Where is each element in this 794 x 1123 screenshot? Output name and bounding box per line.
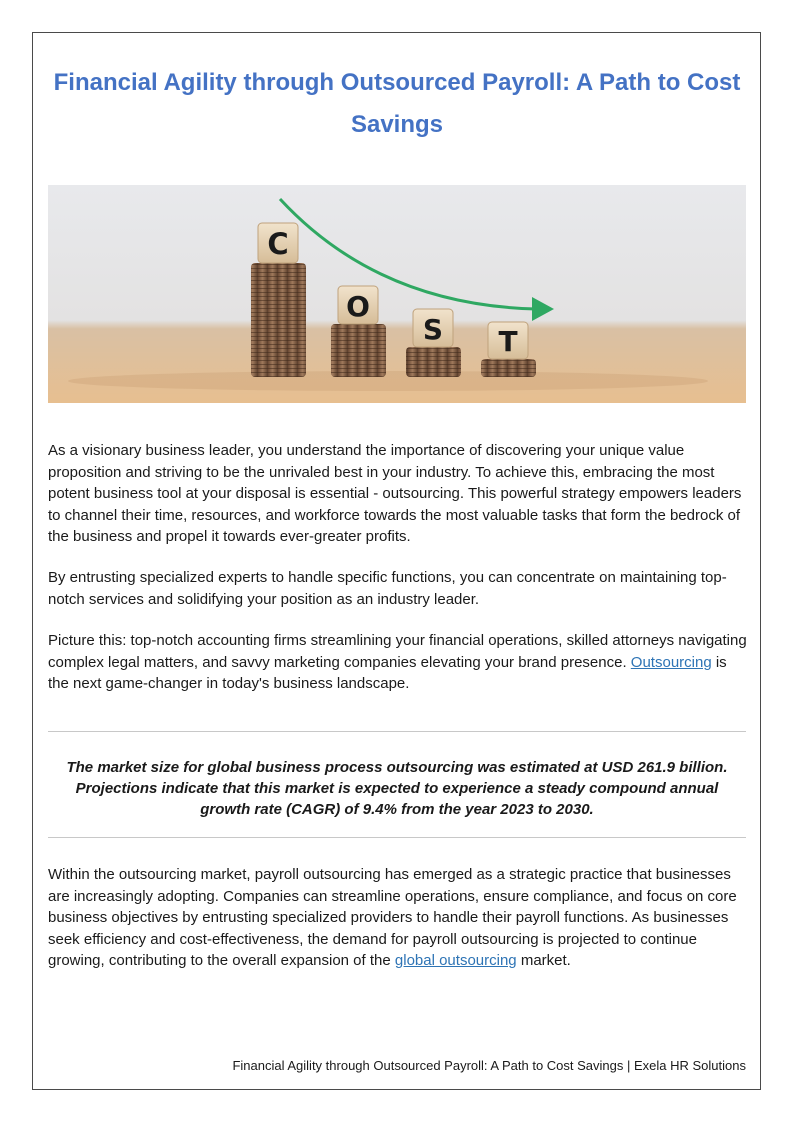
intro-paragraph: As a visionary business leader, you understand the importance of discovering your unique value proposition and striving to be the unrivaled best in your industry. To achieve this, embracing the most potent business tool at your disposal is essential - outsourcing. This powerful strategy empowers leaders to channel their time, resources, and workforce towards the most valuable tasks that form the bedrock of the business and propel it towards ever-greater profits. [48,442,742,545]
stat-divider-bottom [48,837,746,838]
cube-letter-t: T [498,325,518,358]
picture-this-paragraph [48,630,748,695]
cube-letter-c: C [267,227,289,261]
outsourcing-link[interactable]: Outsourcing [630,653,712,671]
cost-hero-image [48,185,746,403]
payroll-outsourcing-paragraph [48,864,748,972]
coin-stack-o [331,324,386,377]
cube-letter-o: O [346,290,370,323]
picture-this-text-end: is the next game-changer in today's business landscape. [48,653,727,692]
global-outsourcing-link[interactable]: global outsourcing [394,952,517,969]
payroll-text-end: market. [516,952,571,969]
stat-divider-top [48,731,746,732]
cube-letter-s: S [422,313,444,346]
picture-this-text: Picture this: top-notch accounting firms streamlining your financial operations, skilled attorneys navigating complex legal matters, and savvy marketing companies elevating your brand presence. [48,632,747,671]
coin-stack-c [251,263,306,377]
cost-coins-illustration [48,185,746,403]
experts-paragraph: By entrusting specialized experts to handle specific functions, you can concentrate on maintaining top-notch services and solidifying your position as an industry leader. [48,569,727,608]
market-stat-callout: The market size for global business process outsourcing was estimated at USD 261.9 billion. Projections indicate that this market is expected to experience a steady compound annual growth rate (CAGR) of 9.4% from the year 2023 to 2030. [66,759,728,818]
page-title: Financial Agility through Outsourced Payroll: A Path to Cost Savings [53,69,741,138]
page-footer: Financial Agility through Outsourced Payroll: A Path to Cost Savings | Exela HR Solutions [232,1058,746,1073]
coin-stack-s [406,347,461,377]
coin-stack-t [481,359,536,377]
payroll-text: Within the outsourcing market, payroll outsourcing has emerged as a strategic practice that businesses are increasingly adopting. Companies can streamline operations, ensure compliance, and focus on core business objectives by entrusting specialized providers to handle their payroll functions. As businesses seek efficiency and cost-effectiveness, the demand for payroll outsourcing is projected to continue growing, contributing to the overall expansion of the [48,866,737,969]
